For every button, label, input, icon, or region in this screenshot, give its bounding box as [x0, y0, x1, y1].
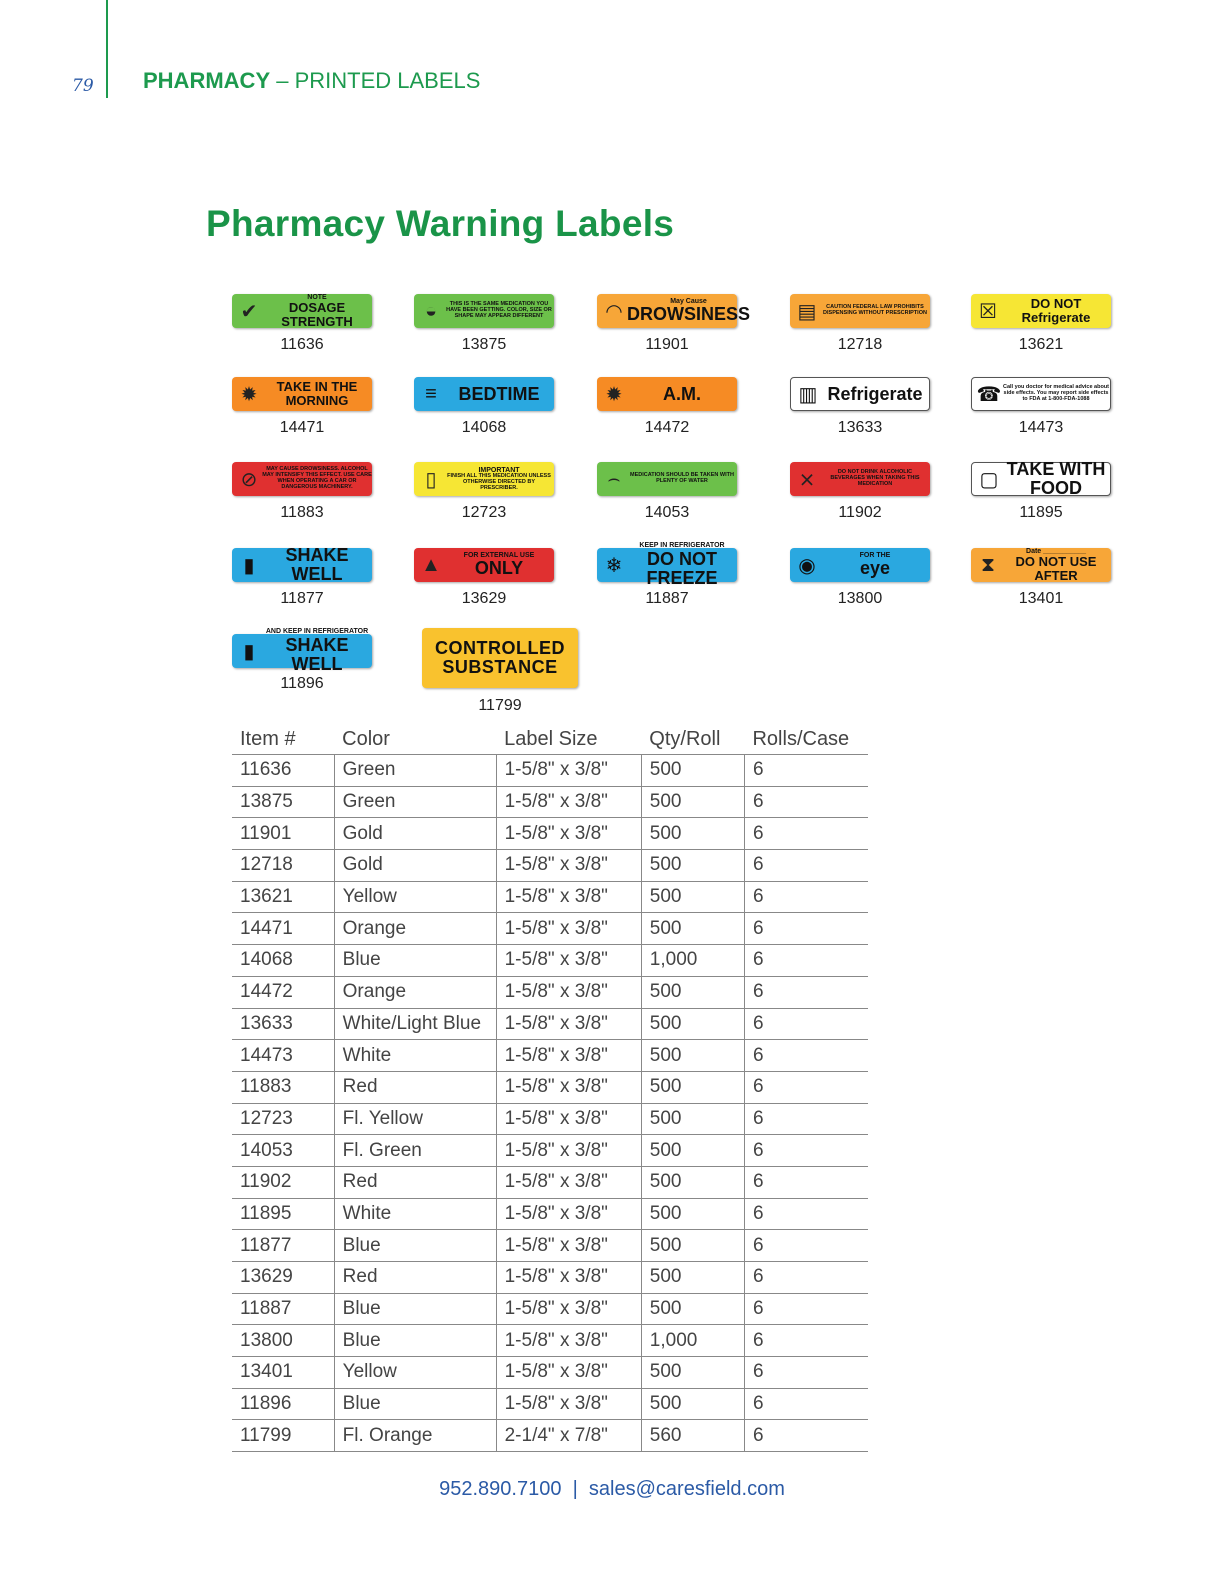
label-main-text: MEDICATION SHOULD BE TAKEN WITH PLENTY OF WATER [630, 472, 734, 484]
pills-icon: ◒ [424, 299, 438, 322]
table-cell: 13621 [232, 881, 334, 913]
table-cell: 500 [641, 1166, 744, 1198]
table-cell: 12723 [232, 1103, 334, 1135]
label-text [1001, 297, 1111, 324]
column-header: Qty/Roll [641, 724, 744, 755]
table-row [232, 1198, 868, 1230]
label-main-text: SHAKE WELL [285, 634, 349, 674]
table-cell: 1-5/8" x 3/8" [496, 786, 641, 818]
label-item-number: 13875 [461, 336, 507, 353]
label-main-text: ONLY [474, 558, 524, 579]
sun-icon: ✹ [605, 383, 623, 406]
table-cell: 1-5/8" x 3/8" [496, 1135, 641, 1167]
table-cell: 13401 [232, 1357, 334, 1389]
table-cell: 1-5/8" x 3/8" [496, 881, 641, 913]
table-cell: 14471 [232, 913, 334, 945]
table-cell: Fl. Orange [334, 1420, 496, 1452]
label-main-text: A.M. [663, 383, 701, 404]
label-text [627, 473, 737, 485]
table-cell: 13875 [232, 786, 334, 818]
table-row [232, 850, 868, 882]
table-cell: 500 [641, 1198, 744, 1230]
label-item-number: 11902 [838, 504, 882, 521]
table-cell: 13800 [232, 1325, 334, 1357]
table-cell: 11895 [232, 1198, 334, 1230]
table-body [232, 755, 868, 1452]
table-row [232, 1420, 868, 1452]
label-text [1002, 460, 1110, 498]
table-cell: 500 [641, 1135, 744, 1167]
table-cell: Fl. Green [334, 1135, 496, 1167]
table-cell: 500 [641, 818, 744, 850]
table-cell: 500 [641, 913, 744, 945]
label-main-text: Refrigerate [827, 383, 923, 404]
footer-separator: | [572, 1478, 578, 1500]
label-subtext: May Cause [670, 297, 707, 305]
table-cell: 560 [641, 1420, 744, 1452]
label-main-text: FINISH ALL THIS MEDICATION UNLESS OTHERWISE DIRECTED BY PRESCRIBER. [447, 473, 551, 491]
table-cell: 500 [641, 786, 744, 818]
table-cell: 500 [641, 1230, 744, 1262]
table-cell: Blue [334, 1230, 496, 1262]
table-cell: 500 [641, 1388, 744, 1420]
checkmark-icon: ✔ [240, 300, 258, 323]
table-cell: 11902 [232, 1166, 334, 1198]
label-text [262, 467, 372, 490]
table-cell: Blue [334, 945, 496, 977]
table-cell: 14053 [232, 1135, 334, 1167]
label-main-text: TAKE WITH FOOD [1006, 459, 1106, 498]
label-main-text: DROWSINESS [627, 304, 751, 325]
label-text [262, 380, 372, 407]
label-text [444, 385, 554, 404]
phone-icon: ☎ [976, 383, 1002, 406]
table-cell: 11887 [232, 1293, 334, 1325]
label-subtext: Date ___________ [1026, 547, 1086, 555]
bottle-icon: ▮ [243, 554, 255, 577]
table-cell: 500 [641, 881, 744, 913]
table-cell: Red [334, 1166, 496, 1198]
table-cell: 1-5/8" x 3/8" [496, 1230, 641, 1262]
table-cell: 1-5/8" x 3/8" [496, 1388, 641, 1420]
table-cell: 500 [641, 1357, 744, 1389]
table-cell: 14473 [232, 1040, 334, 1072]
table-cell: 6 [744, 1388, 868, 1420]
table-cell: 1-5/8" x 3/8" [496, 850, 641, 882]
no-driving-icon: ⊘ [240, 468, 258, 491]
table-cell: 1-5/8" x 3/8" [496, 818, 641, 850]
label-main-text: Call you doctor for medical advice about side effects. You may report side effects to FDA at 1-800-FDA-1088 [1002, 384, 1110, 402]
table-cell: 6 [744, 1198, 868, 1230]
label-text [820, 552, 930, 578]
label-main-text: DO NOT FREEZE [646, 548, 718, 588]
label-item-number: 11636 [280, 336, 324, 353]
label-text [444, 302, 554, 319]
table-cell: 1,000 [641, 945, 744, 977]
column-header: Label Size [496, 724, 641, 755]
label-item-number: 14473 [1018, 419, 1064, 436]
label-item-number: 11883 [280, 504, 324, 521]
warning-label-13633 [790, 377, 930, 411]
table-cell: 1-5/8" x 3/8" [496, 1071, 641, 1103]
table-cell: 1-5/8" x 3/8" [496, 1325, 641, 1357]
table-cell: 1-5/8" x 3/8" [496, 1040, 641, 1072]
label-subtext: KEEP IN REFRIGERATOR [639, 542, 725, 550]
table-cell: Red [334, 1071, 496, 1103]
table-cell: 6 [744, 1230, 868, 1262]
sun-icon: ✹ [240, 383, 258, 406]
table-cell: Gold [334, 818, 496, 850]
table-row [232, 818, 868, 850]
table-row [232, 1166, 868, 1198]
table-row [232, 1135, 868, 1167]
label-text [262, 628, 372, 673]
label-item-number: 13401 [1018, 590, 1064, 607]
column-header: Rolls/Case [744, 724, 868, 755]
label-main-text: eye [859, 558, 891, 579]
label-main-text: CAUTION FEDERAL LAW PROHIBITS DISPENSING WITHOUT PRESCRIPTION [823, 304, 927, 316]
label-subtext: NOTE [307, 293, 327, 301]
table-cell: 500 [641, 1008, 744, 1040]
table-cell: 1-5/8" x 3/8" [496, 945, 641, 977]
table-row [232, 881, 868, 913]
table-cell: 13633 [232, 1008, 334, 1040]
table-cell: 14472 [232, 976, 334, 1008]
table-cell: 500 [641, 976, 744, 1008]
label-text [627, 298, 750, 324]
bread-icon: ▢ [979, 468, 999, 491]
table-cell: Yellow [334, 1357, 496, 1389]
table-cell: 6 [744, 1262, 868, 1294]
table-cell: 500 [641, 1071, 744, 1103]
eye-icon: ◉ [798, 554, 816, 577]
label-item-number: 13800 [837, 590, 883, 607]
contact-footer [0, 1478, 1224, 1501]
table-cell: 12718 [232, 850, 334, 882]
table-cell: 11883 [232, 1071, 334, 1103]
table-row [232, 945, 868, 977]
label-item-number: 11901 [645, 336, 689, 353]
label-main-text: MAY CAUSE DROWSINESS. ALCOHOL MAY INTENSIFY THIS EFFECT. USE CARE WHEN OPERATING A CAR OR DANGEROUS MACHINERY. [262, 466, 372, 490]
table-cell: 1-5/8" x 3/8" [496, 913, 641, 945]
warning-label-11636 [232, 294, 372, 328]
faucet-icon: ⌢ [607, 467, 621, 490]
table-cell: 6 [744, 913, 868, 945]
label-text [627, 385, 737, 404]
table-cell: White [334, 1198, 496, 1230]
warning-label-11883 [232, 462, 372, 496]
warning-label-12718 [790, 294, 930, 328]
table-row [232, 1262, 868, 1294]
hourglass-icon: ⧗ [980, 553, 996, 576]
label-item-number: 14471 [279, 419, 325, 436]
no-fridge-icon: ☒ [979, 300, 997, 323]
label-item-number: 14472 [644, 419, 690, 436]
label-item-number: 14068 [461, 419, 507, 436]
table-cell: 6 [744, 1135, 868, 1167]
table-cell: 1-5/8" x 3/8" [496, 1198, 641, 1230]
table-cell: 6 [744, 786, 868, 818]
table-cell: 500 [641, 1103, 744, 1135]
table-row [232, 976, 868, 1008]
label-subtext: FOR EXTERNAL USE [463, 551, 535, 559]
table-cell: White [334, 1040, 496, 1072]
label-text [820, 470, 930, 487]
table-row [232, 1103, 868, 1135]
table-cell: Gold [334, 850, 496, 882]
warning-label-14053 [597, 462, 737, 496]
table-cell: Green [334, 786, 496, 818]
table-cell: 11896 [232, 1388, 334, 1420]
label-main-text: DO NOT Refrigerate [1021, 296, 1091, 325]
table-cell: 6 [744, 850, 868, 882]
table-cell: Red [334, 1262, 496, 1294]
table-cell: Orange [334, 976, 496, 1008]
table-cell: Fl. Yellow [334, 1103, 496, 1135]
label-item-number: 11887 [645, 590, 689, 607]
table-cell: 6 [744, 1040, 868, 1072]
table-cell: 6 [744, 1008, 868, 1040]
table-cell: 1-5/8" x 3/8" [496, 755, 641, 787]
table-cell: 11799 [232, 1420, 334, 1452]
label-text [422, 639, 578, 677]
warning-label-11896 [232, 628, 372, 674]
table-cell: 11636 [232, 755, 334, 787]
table-cell: 2-1/4" x 7/8" [496, 1420, 641, 1452]
table-cell: 6 [744, 1357, 868, 1389]
warning-label-13621 [971, 294, 1111, 328]
table-cell: 6 [744, 1071, 868, 1103]
table-cell: 6 [744, 1166, 868, 1198]
table-cell: 500 [641, 1262, 744, 1294]
column-header: Item # [232, 724, 334, 755]
label-text [262, 546, 372, 584]
table-cell: 1-5/8" x 3/8" [496, 1166, 641, 1198]
label-item-number: 12718 [837, 336, 883, 353]
table-cell: Blue [334, 1388, 496, 1420]
table-cell: 6 [744, 1103, 868, 1135]
label-main-text: THIS IS THE SAME MEDICATION YOU HAVE BEEN GETTING. COLOR, SIZE OR SHAPE MAY APPEAR DIFFERENT [446, 301, 552, 319]
table-cell: 6 [744, 818, 868, 850]
table-row [232, 1040, 868, 1072]
label-item-number: 11895 [1019, 504, 1063, 521]
page-number: 79 [72, 76, 94, 96]
eye-closed-icon: ◠ [605, 300, 623, 323]
table-cell: 1-5/8" x 3/8" [496, 1357, 641, 1389]
table-cell: 1-5/8" x 3/8" [496, 1293, 641, 1325]
table-cell: 11877 [232, 1230, 334, 1262]
phone-number: 952.890.7100 [439, 1478, 562, 1500]
label-text [820, 305, 930, 317]
table-cell: 1,000 [641, 1325, 744, 1357]
column-header: Color [334, 724, 496, 755]
warning-label-11902 [790, 462, 930, 496]
table-row [232, 1293, 868, 1325]
items-table [232, 724, 868, 1452]
label-item-number: 11896 [280, 675, 324, 692]
table-cell: Blue [334, 1293, 496, 1325]
warning-label-13875 [414, 294, 554, 328]
label-text [444, 467, 554, 492]
person-icon: ▲ [421, 553, 441, 576]
table-cell: Orange [334, 913, 496, 945]
document-icon: ▤ [797, 300, 817, 323]
label-text [821, 385, 929, 404]
bed-icon: ≡ [425, 382, 437, 405]
table-cell: 11901 [232, 818, 334, 850]
section-name: PHARMACY [143, 68, 271, 93]
label-main-text: DO NOT DRINK ALCOHOLIC BEVERAGES WHEN TAKING THIS MEDICATION [830, 469, 920, 487]
warning-label-11901 [597, 294, 751, 328]
table-row [232, 1388, 868, 1420]
label-main-text: TAKE IN THE MORNING [276, 379, 358, 408]
table-cell: 6 [744, 1293, 868, 1325]
table-cell: Yellow [334, 881, 496, 913]
subsection-name: PRINTED LABELS [294, 68, 481, 93]
table-cell: 13629 [232, 1262, 334, 1294]
table-cell: 500 [641, 755, 744, 787]
header-divider-line [106, 0, 108, 98]
label-main-text: DO NOT USE AFTER [1015, 554, 1097, 583]
table-cell: 6 [744, 1325, 868, 1357]
table-row [232, 1008, 868, 1040]
warning-label-11877 [232, 545, 372, 584]
label-item-number: 11799 [478, 697, 522, 714]
warning-label-11895 [971, 459, 1111, 498]
table-header-row [232, 724, 868, 755]
email-address: sales@caresfield.com [588, 1478, 785, 1500]
table-cell: 6 [744, 881, 868, 913]
section-dash: – [270, 68, 295, 93]
table-row [232, 1071, 868, 1103]
warning-label-12723 [414, 462, 554, 496]
table-cell: 1-5/8" x 3/8" [496, 976, 641, 1008]
warning-label-13629 [414, 548, 554, 582]
label-item-number: 13629 [461, 590, 507, 607]
label-main-text: SHAKE WELL [285, 545, 349, 584]
warning-label-14473 [971, 377, 1111, 411]
warning-label-14472 [597, 377, 737, 411]
table-row [232, 1230, 868, 1262]
table-row [232, 786, 868, 818]
label-text [444, 552, 554, 578]
section-header [143, 68, 480, 94]
table-cell: 1-5/8" x 3/8" [496, 1008, 641, 1040]
table-cell: 500 [641, 850, 744, 882]
label-text [627, 542, 737, 587]
bottle-icon: ▮ [243, 640, 255, 663]
label-text [1002, 385, 1110, 402]
table-cell: 500 [641, 1293, 744, 1325]
cup-icon: ▯ [425, 468, 437, 491]
label-subtext: AND KEEP IN REFRIGERATOR [265, 628, 369, 636]
table-cell: 1-5/8" x 3/8" [496, 1103, 641, 1135]
label-item-number: 14053 [644, 504, 690, 521]
warning-label-14471 [232, 377, 372, 411]
warning-label-11799 [422, 628, 578, 688]
table-cell: 6 [744, 945, 868, 977]
label-item-number: 13633 [837, 419, 883, 436]
table-cell: 1-5/8" x 3/8" [496, 1262, 641, 1294]
label-item-number: 13621 [1018, 336, 1064, 353]
table-cell: 6 [744, 1420, 868, 1452]
table-cell: 500 [641, 1040, 744, 1072]
warning-label-13401 [971, 548, 1111, 582]
label-subtext: IMPORTANT [478, 466, 520, 474]
table-cell: White/Light Blue [334, 1008, 496, 1040]
warning-label-14068 [414, 377, 554, 411]
fridge-icon: ▥ [798, 383, 818, 406]
label-text [262, 294, 372, 329]
label-item-number: 12723 [461, 504, 507, 521]
table-cell: 6 [744, 755, 868, 787]
label-main-text: BEDTIME [458, 383, 540, 404]
table-cell: Green [334, 755, 496, 787]
table-row [232, 913, 868, 945]
no-freeze-icon: ❄ [605, 554, 623, 577]
page-title: Pharmacy Warning Labels [206, 203, 675, 244]
warning-label-13800 [790, 548, 930, 582]
table-cell: 14068 [232, 945, 334, 977]
table-cell: 6 [744, 976, 868, 1008]
label-item-number: 11877 [280, 590, 324, 607]
label-main-text: CONTROLLED SUBSTANCE [435, 638, 565, 677]
table-row [232, 755, 868, 787]
warning-label-11887 [597, 542, 737, 588]
table-cell: Blue [334, 1325, 496, 1357]
label-subtext: FOR THE [859, 551, 891, 559]
table-row [232, 1325, 868, 1357]
label-main-text: DOSAGE STRENGTH [281, 300, 353, 329]
no-alcohol-icon: ⨯ [798, 468, 816, 491]
label-text [1001, 548, 1111, 583]
table-row [232, 1357, 868, 1389]
